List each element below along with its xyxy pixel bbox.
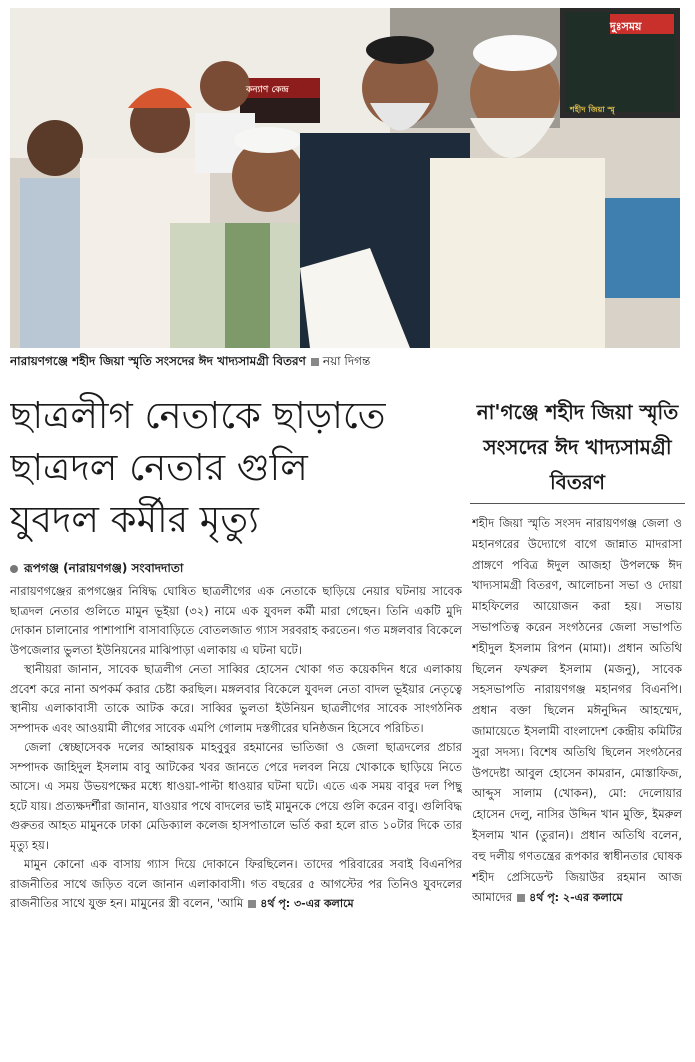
- main-article-body: [10, 582, 462, 1037]
- article-paragraph: জেলা স্বেচ্ছাসেবক দলের আহ্বায়ক মাহবুবুর রহমানের ভাতিজা ও জেলা ছাত্রদলের প্রচার সম্পাদক জাহিদুল ইসলাম বাবু আটকের খবর জানতে পেরে দলবল নিয়ে খোকাকে ছাড়িয়ে নিতে আসে। এ সময় উভয়পক্ষের মধ্যে ধাওয়া-পাল্টা ধাওয়ার ঘটনা ঘটে। এতে এক সময় বাবুর দল পিছু হটে যায়। প্রত্যক্ষদর্শীরা জানান, যাওয়ার পথে বাদলের ভাই মামুনকে পেয়ে গুলি করেন বাবু। গুলিবিদ্ধ গুরুতর আহত মামুনকে ঢাকা মেডিক্যাল কলেজ হাসপাতালে ভর্তি করা হলে রাত ১০টার দিকে তার মৃত্যু হয়।: [10, 740, 462, 852]
- article-paragraph-last: [10, 855, 462, 914]
- square-bullet-icon: [517, 894, 525, 902]
- side-headline: না'গঞ্জে শহীদ জিয়া স্মৃতি সংসদের ঈদ খাদ্যসামগ্রী বিতরণ: [476, 400, 679, 494]
- headline-line-3: যুবদল কর্মীর মৃত্যু: [10, 498, 259, 541]
- poster-caption: শহীদ জিয়া স্মৃ: [570, 105, 615, 114]
- side-article-text: শহীদ জিয়া স্মৃতি সংসদ নারায়ণগঞ্জ জেলা ও মহানগরের উদ্যোগে বাগে জান্নাত মাদরাসা প্রাঙ্গণে পবিত্র ঈদুল আজহা উপলক্ষে ঈদ খাদ্যসামগ্রী বিতরণ, আলোচনা সভা ও দোয়া মাহফিলের আয়োজন করা হয়। সভায় সভাপতিত্ব করেন সংগঠনের জেলা সভাপতি শহীদুল ইসলাম রিপন (মামা)। প্রধান অতিথি ছিলেন ফখরুল ইসলাম (মজনু), সাবেক সহসভাপতি নারায়ণগঞ্জ মহানগর বিএনপি। প্রধান বক্তা ছিলেন মঈনুদ্দিন আহম্মেদ, জামায়েতে ইসলামী বাংলাদেশ কেন্দ্রীয় কমিটির সুরা সদস্য। বিশেষ অতিথি ছিলেন সংগঠনের উপদেষ্টা আবুল হোসেন কামরান, মোস্তাফিজ, আব্দুস সালাম (খোকন), মো: দেলোয়ার হোসেন দেলু, নাসির উদ্দিন খান মুক্তি, ইমরুল ইসলাম খান (তুরান)। প্রধান অতিথি বলেন, বহু দলীয় গণতন্ত্রের রূপকার স্বাধীনতার ঘোষক শহীদ প্রেসিডেন্ট জিয়াউর রহমান আজ আমাদের: [472, 516, 682, 905]
- caption-source: নয়া দিগন্ত: [322, 354, 371, 368]
- headline-line-2: ছাত্রদল নেতার গুলি: [10, 446, 308, 489]
- divider: [470, 503, 685, 504]
- continued-note: ৪র্থ পৃ: ৩-এর কলামে: [260, 897, 354, 910]
- byline: [10, 560, 465, 580]
- photo-scene: [10, 8, 680, 348]
- square-bullet-icon: [311, 358, 319, 366]
- caption-text: নারায়ণগঞ্জে শহীদ জিয়া স্মৃতি সংসদের ঈদ খাদ্যসামগ্রী বিতরণ: [10, 354, 306, 368]
- side-continued-note: ৪র্থ পৃ: ২-এর কলামে: [529, 891, 623, 905]
- side-article-paragraph: [472, 513, 682, 909]
- photo-caption: [10, 353, 680, 373]
- article-paragraph: নারায়ণগঞ্জের রূপগঞ্জের নিষিদ্ধ ঘোষিত ছাত্রলীগের এক নেতাকে ছাড়িয়ে নেয়ার ঘটনায় সাবেক ছাত্রদল নেতার গুলিতে মামুন ভূইয়া (৩২) নামে এক যুবদল কর্মী মারা গেছেন। তিনি একটি মুদি দোকান চালানোর পাশাপাশি বাসাবাড়িতে বোতলজাত গ্যাস সরবরাহ করতেন। গত মঙ্গলবার বিকেলে উপজেলার ভুলতা ইউনিয়নের মাঝিপাড়া এলাকায় এ ঘটনা ঘটে।: [10, 584, 462, 657]
- main-headline: [10, 390, 465, 546]
- byline-text: রূপগঞ্জ (নারায়ণগঞ্জ) সংবাদদাতা: [24, 561, 184, 575]
- news-photo: [10, 8, 680, 348]
- shop-sign: কন্যাণ কেন্দ্র: [246, 85, 289, 95]
- square-bullet-icon: [248, 900, 256, 908]
- article-paragraph: স্থানীয়রা জানান, সাবেক ছাত্রলীগ নেতা সাব্বির হোসেন খোকা গত কয়েকদিন ধরে এলাকায় প্রবেশ করে নানা অপকর্ম করার চেষ্টা করছিল। মঙ্গলবার বিকেলে যুবদল নেতা বাদল ভূইয়ার নেতৃত্বে স্থানীয় এলাকাবাসী তাকে আটক করে। সাব্বির ভুলতা ইউনিয়ন ছাত্রলীগের সাবেক সাংগঠনিক সম্পাদক এবং আওয়ামী লীগের সাবেক এমপি গোলাম দস্তগীরের ঘনিষ্ঠজন হিসেবে পরিচিত।: [10, 662, 462, 735]
- headline-line-1: ছাত্রলীগ নেতাকে ছাড়াতে: [10, 394, 386, 437]
- bullet-icon: [10, 565, 18, 573]
- poster-banner: দুঃসময়: [610, 20, 642, 33]
- article-paragraph-text: মামুন কোনো এক বাসায় গ্যাস দিয়ে দোকানে ফিরছিলেন। তাদের পরিবারের সবাই বিএনপির রাজনীতির সাথে জড়িত বলে জানান এলাকাবাসী। গত বছরের ৫ আগস্টের পর তিনিও যুবদলের রাজনীতির সাথে যুক্ত হন। মামুনের স্ত্রী বলেন, 'আমি: [10, 857, 462, 910]
- side-article-body: [472, 513, 682, 1043]
